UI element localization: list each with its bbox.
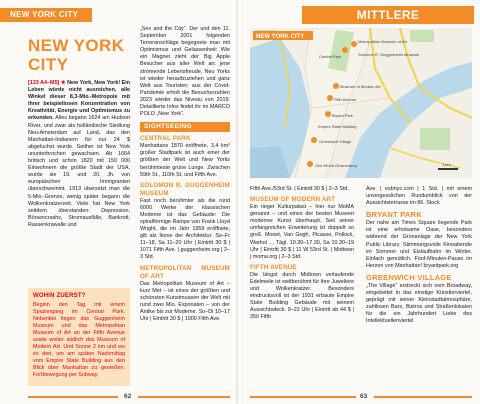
map-scale-label: 1 km [442, 162, 451, 167]
page-footer-rule-right-2 [374, 396, 472, 398]
text-central-park: Manhattans 1870 eröffnete, 3,4 km² großer Stadtpark ist auch einer der größten der Welt und New Yorks berühmteste grüne Lunge. Zwischen 59th St., 110th St. und Fifth Ave. [140, 143, 230, 178]
page-footer-rule-left [28, 396, 118, 398]
page-footer-rule-right [250, 396, 356, 398]
map-park-northeast [410, 30, 434, 42]
title-line-1: NEW YORK [28, 36, 125, 55]
column-2-right-page [366, 186, 472, 326]
left-page [0, 0, 238, 404]
section-heading-sightseeing: SIGHTSEEING [140, 122, 230, 132]
map-city-label: NEW YORK CITY [256, 34, 305, 40]
map-label-bryant-park: Bryant Park [332, 113, 353, 118]
right-column-left-page [140, 26, 230, 323]
page-footer-rule-left-2 [138, 396, 230, 398]
pin-icon [351, 41, 357, 47]
intro-text: Alles begann 1624 am Hudson River, und zwar als holländische Siedlung Neu-Amsterdam auf Land, das den Manhattan-Indianern für nur 24 $ abgeluchst wurde. Seither ist New York ununterbrochen gewachsen. Ab 1664 britisch und schon 1820 mit 150 000 Einwohnern die größte Stadt der USA, wurde sie 19. und 20. Jh. von europäischen Immigranten überschwemmt. 1913 übersetzt man die 5-Mio.-Grenze, wenig später begann die Wolkenkratzerzeit. Viele hat New York seitdem überstanden: Depression, Börsencrashs, Stromausfälle, Bankrott, Rassenkrawalle und [28, 115, 130, 228]
city-map [250, 28, 472, 178]
running-head-right: MITTLERE [302, 6, 474, 24]
map-label-met: Metropolitan Museum of Art [358, 39, 407, 44]
continued-text-right-2: Ave. | esbnyc.com | 1 Std. | mit einem unvergesslichen Rundumblick von der Aussichtsterrasse im 86. Stock [366, 186, 472, 207]
heading-moma: MUSEUM OF MODERN ART [250, 196, 336, 204]
heading-guggenheim: SOLOMON R. GUGGENHEIM MUSEUM [140, 181, 230, 197]
text-bryant-park: Der nahe am Times Square liegende Park ist eine erholsame Oase, besonders während der Grünanlage der New York Public Library. Stimmungsvolle Kinoabende im Sommer und Eislaufbahn im Winter. Einfach gemütlich. Fünf-Minuten-Pause im Herzen von Manhattan! bryantpark.org [366, 220, 472, 269]
heading-central-park: CENTRAL PARK [140, 135, 191, 143]
intro-lead: New York, New York! Ein Leben würde nicht ausreichen, alle Winkel dieser 8,3-Mio.-Metropole mit ihrer beispiellosen Konzentration von Kreativität, Energie und Optimismus zu erkunden. [28, 80, 131, 122]
heading-met: METROPOLITAN MUSEUM OF ART [140, 264, 230, 280]
map-label-fifth-ave: Fifth Avenue [334, 97, 357, 102]
tip-text: Beginn den Tag mit einem Spaziergang im Central Park. Nebenbei liegen das Guggenheim Museum und das Metropolitan Museum of Art an der Fifth Avenue sowie weiter südlich das Museum of Modern Art. Und Sonne 2 km und wo es dort, um am späten Nachmittag vom Empire State Building aus den Blick über Manhattan zu genießen. Fortbewegung per Subway. [33, 302, 125, 378]
pin-icon [333, 83, 339, 89]
pin-icon [307, 161, 313, 167]
map-svg [250, 28, 472, 178]
pin-icon [327, 95, 333, 101]
map-label-moma: Museum of Modern Art [340, 84, 381, 89]
text-guggenheim: Fast noch berühmter als die rund 6000 Werke der klassischen Moderne ist das Gebäude: Die spiralförmige Rampe von Frank Lloyd Wright, die im Jahr 1959 eröffnete, gilt als Ikone der Architektur. So–Fr 11–18, Sa 11–20 Uhr | Eintritt 30 $ | 1071 Fifth Ave. | guggenheim.org | 2–3 Std. [140, 197, 230, 261]
map-label-central-park: Central Park [319, 54, 342, 59]
heading-fifth-ave: FIFTH AVENUE [250, 263, 297, 271]
text-fifth-ave: Die längst durch Midtown verlaufende Edelmeile ist weltberühmt für ihre Juweliere und Wolkenkratzer. Besonders eindrucksvoll ist der 1931 erbaute Empire State Building Gebäude mit seinem Aussichtsdeck. 9–22 Uhr | Eintritt ab 44 $ | 350 Fifth [250, 271, 354, 321]
text-met: Das Metropolitan Museum of Art – kurz Met – ist eines der größten und schönsten Kunstmuseen der Welt mit rund zwei Mio. Exponaten – von der Antike bis zur Moderne. So–Di 10–17 Uhr | Eintritt 30 $ | 1000 Fifth Ave. [140, 280, 230, 322]
page-number-right: 63 [360, 393, 368, 400]
map-label-guggenheim: Solomon R. Guggenheim Museum [358, 52, 420, 57]
text-greenwich-village: „The Village“ erstreckt sich vom Broadway, eingebettet in das einstige Künstlerviertel, geprägt mit seiner Kleinstadtatmosphäre, zahllosen Bars, Bistros und Straßenlokalen für die ein Jahrhundert Liebe des Intellektuellenviertel. [366, 282, 472, 325]
running-head-left: NEW YORK CITY [0, 8, 92, 22]
heading-bryant-park: BRYANT PARK [366, 210, 422, 220]
map-reference: [133 A4–M5] [28, 80, 60, 86]
continued-text-right: Fifth Ave./53rd St. | Eintritt 30 $ | 2–3 Std. [250, 186, 349, 192]
heading-greenwich-village: GREENWICH VILLAGE [366, 272, 452, 282]
tip-box [28, 288, 130, 386]
right-page [242, 0, 480, 404]
page-number-left: 62 [124, 393, 132, 400]
star-icon: ★ [60, 80, 66, 86]
pin-icon [311, 137, 317, 143]
map-label-empire-state: Empire State Building [318, 124, 357, 129]
pin-icon [342, 47, 348, 53]
map-label-one-world: One World Observatory [315, 163, 357, 168]
pin-icon [325, 111, 331, 117]
tip-heading: WOHIN ZUERST? [33, 293, 86, 299]
map-scale-bar [438, 168, 458, 170]
map-label-greenwich: Greenwich Village [319, 139, 352, 144]
intro-column [28, 80, 130, 229]
title-line-2: CITY [28, 55, 69, 74]
map-park-brooklyn [420, 128, 450, 150]
continued-text: „Sex and the City“. Der und den 11. September 2001 folgenden Terroranschläge begegnete man mit Optimismus und Gelassenheit: Wie ein Magnet zieht der Big Apple Besucher aus aller Welt an; jene strömende Lebensfreude, Neu Yorks ist wieder heraufzuziehen und ganz Welt aus Touristen: aus der Covid-Pandemie erholt die Besucherzahlen 2023 wieder das Niveau von 2019. Detaillierte Infos findet ihr im MARCO POLO „New York“. [140, 26, 230, 118]
text-moma: Ein rieger Kulturpalast – hier nur MoMA genannt – und eines der besten Museen moderner Kunst überhaupt. Seit seiner umfangreichen Erweiterung ist doppelt so groß. Monet, Van Gogh, Picasso, Pollock, Warhol … Tägl. 10.30–17.30, Sa 10.30–19 Uhr | Eintritt 30 $ | 11 W 53rd St. | Midtown | moma.org | 2–3 Std. [250, 204, 354, 260]
column-1-right-page [250, 186, 354, 322]
